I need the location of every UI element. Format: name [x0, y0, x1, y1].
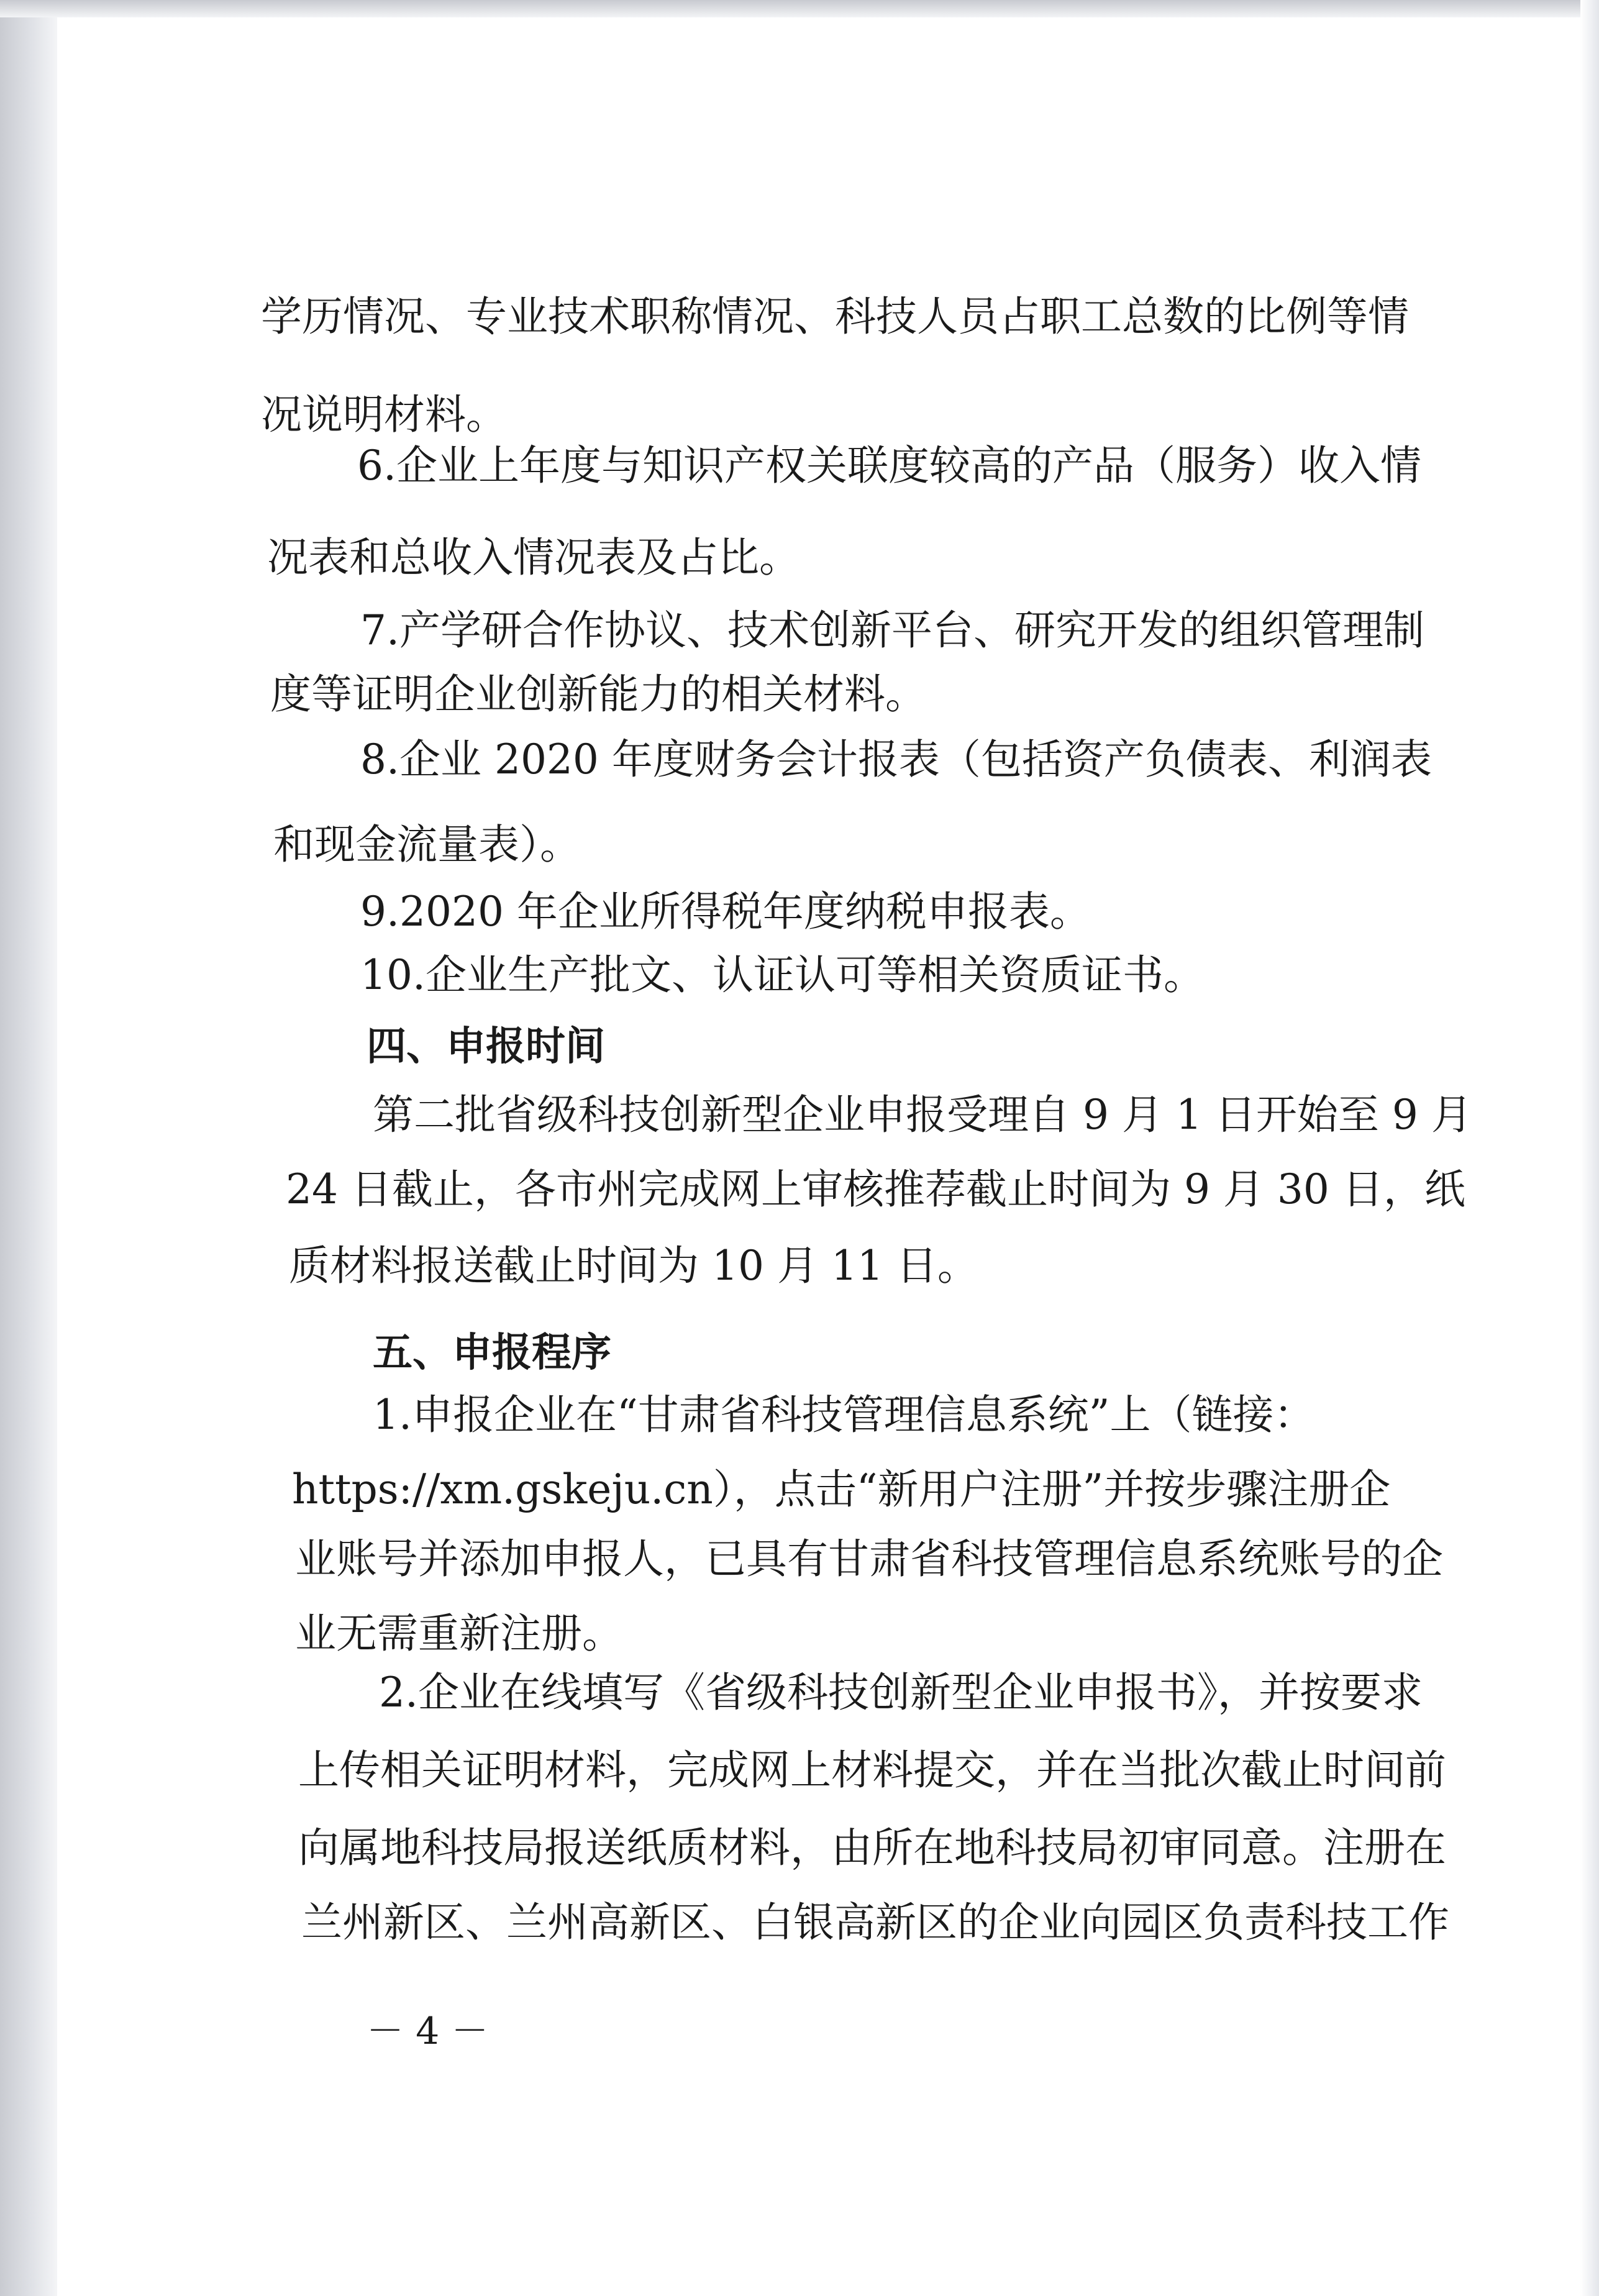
body-line: 9.2020 年企业所得税年度纳税申报表。: [360, 888, 1091, 936]
body-line: 7.产学研合作协议、技术创新平台、研究开发的组织管理制: [360, 606, 1424, 654]
body-line: 度等证明企业创新能力的相关材料。: [270, 670, 926, 718]
body-line: 2.企业在线填写《省级科技创新型企业申报书》，并按要求: [379, 1669, 1423, 1716]
body-line: 质材料报送截止时间为 10 月 11 日。: [289, 1242, 978, 1290]
body-line: 业账号并添加申报人，已具有甘肃省科技管理信息系统账号的企: [295, 1535, 1443, 1583]
body-line: 学历情况、专业技术职称情况、科技人员占职工总数的比例等情: [261, 293, 1409, 340]
body-line: 1.申报企业在“甘肃省科技管理信息系统”上（链接：: [373, 1391, 1315, 1439]
body-line: https://xm.gskeju.cn），点击“新用户注册”并按步骤注册企: [292, 1465, 1391, 1513]
section-heading: 四、申报时间: [367, 1024, 605, 1070]
body-line: 兰州新区、兰州高新区、白银高新区的企业向园区负责科技工作: [301, 1898, 1449, 1946]
body-line: 上传相关证明材料，完成网上材料提交，并在当批次截止时间前: [298, 1746, 1446, 1794]
page-number: － 4 －: [367, 2010, 489, 2053]
body-line: 8.企业 2020 年度财务会计报表（包括资产负债表、利润表: [360, 736, 1432, 783]
body-line: 第二批省级科技创新型企业申报受理自 9 月 1 日开始至 9 月: [373, 1091, 1472, 1139]
body-line: 况说明材料。: [261, 391, 507, 439]
body-line: 24 日截止，各市州完成网上审核推荐截止时间为 9 月 30 日，纸: [286, 1165, 1465, 1213]
body-line: 6.企业上年度与知识产权关联度较高的产品（服务）收入情: [357, 442, 1421, 490]
body-line: 业无需重新注册。: [295, 1610, 623, 1657]
body-line: 向属地科技局报送纸质材料，由所在地科技局初审同意。注册在: [298, 1824, 1446, 1872]
section-heading: 五、申报程序: [373, 1330, 611, 1376]
body-line: 10.企业生产批文、认证认可等相关资质证书。: [360, 951, 1205, 999]
body-line: 和现金流量表）。: [273, 821, 581, 868]
body-line: 况表和总收入情况表及占比。: [267, 534, 800, 581]
